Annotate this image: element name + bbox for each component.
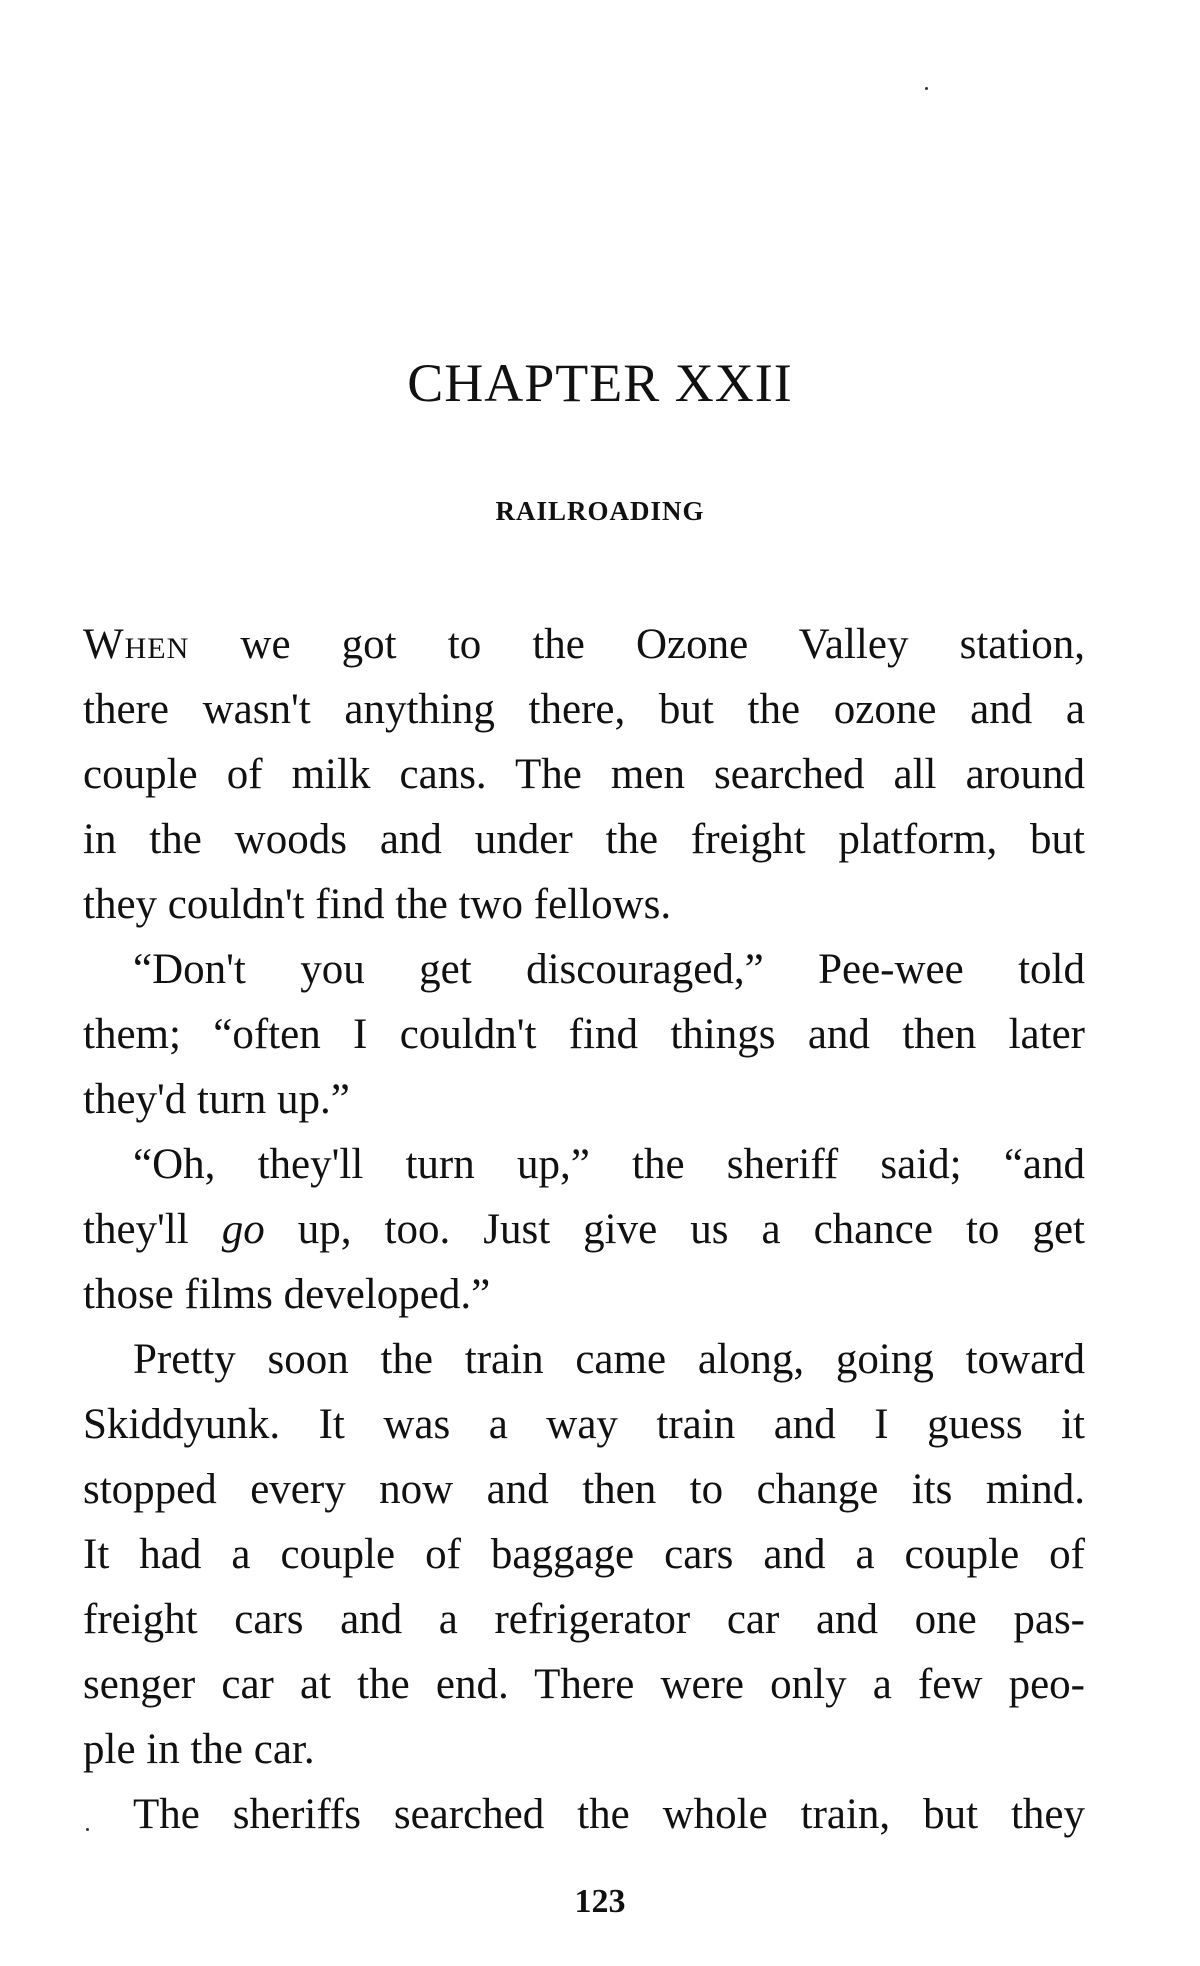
- text-line: Pretty soon the train came along, going toward: [133, 1336, 1085, 1383]
- text-line: “Don't you get discouraged,” Pee-wee told: [133, 946, 1085, 993]
- text-line: “Oh, they'll turn up,” the sheriff said; “and: [133, 1141, 1085, 1188]
- text-line: [83, 1197, 1085, 1262]
- scan-speck: [925, 87, 928, 90]
- text-line: they couldn't find the two fellows.: [83, 881, 672, 928]
- text-line: them; “often I couldn't find things and then later: [83, 1011, 1085, 1058]
- chapter-body: [83, 612, 1085, 1847]
- text-line: there wasn't anything there, but the ozone and a: [83, 686, 1085, 733]
- chapter-heading: CHAPTER XXII: [407, 353, 793, 413]
- text-line: those films developed.”: [83, 1271, 491, 1318]
- drop-lead-word: When: [83, 621, 190, 668]
- text-line: Skiddyunk. It was a way train and I guess it: [83, 1401, 1085, 1448]
- scan-speck: [86, 1828, 89, 1831]
- text-line: senger car at the end. There were only a few peo-: [83, 1661, 1085, 1708]
- text-line: [83, 612, 1085, 677]
- line-text: we got to the Ozone Valley station,: [189, 621, 1085, 668]
- text-line: they'd turn up.”: [83, 1076, 350, 1123]
- text-line: in the woods and under the freight platform, but: [83, 816, 1085, 863]
- line-text: up, too. Just give us a chance to get: [264, 1206, 1085, 1253]
- italic-word: go: [221, 1206, 265, 1253]
- page-number: 123: [574, 1883, 626, 1920]
- text-line: ple in the car.: [83, 1726, 315, 1773]
- line-text: they'll: [83, 1206, 222, 1253]
- text-line: It had a couple of baggage cars and a couple of: [83, 1531, 1085, 1578]
- text-line: freight cars and a refrigerator car and one pas-: [83, 1596, 1085, 1643]
- text-line: The sheriffs searched the whole train, but they: [133, 1791, 1085, 1838]
- text-line: couple of milk cans. The men searched all around: [83, 751, 1085, 798]
- text-line: stopped every now and then to change its mind.: [83, 1466, 1085, 1513]
- chapter-subtitle: RAILROADING: [495, 496, 705, 526]
